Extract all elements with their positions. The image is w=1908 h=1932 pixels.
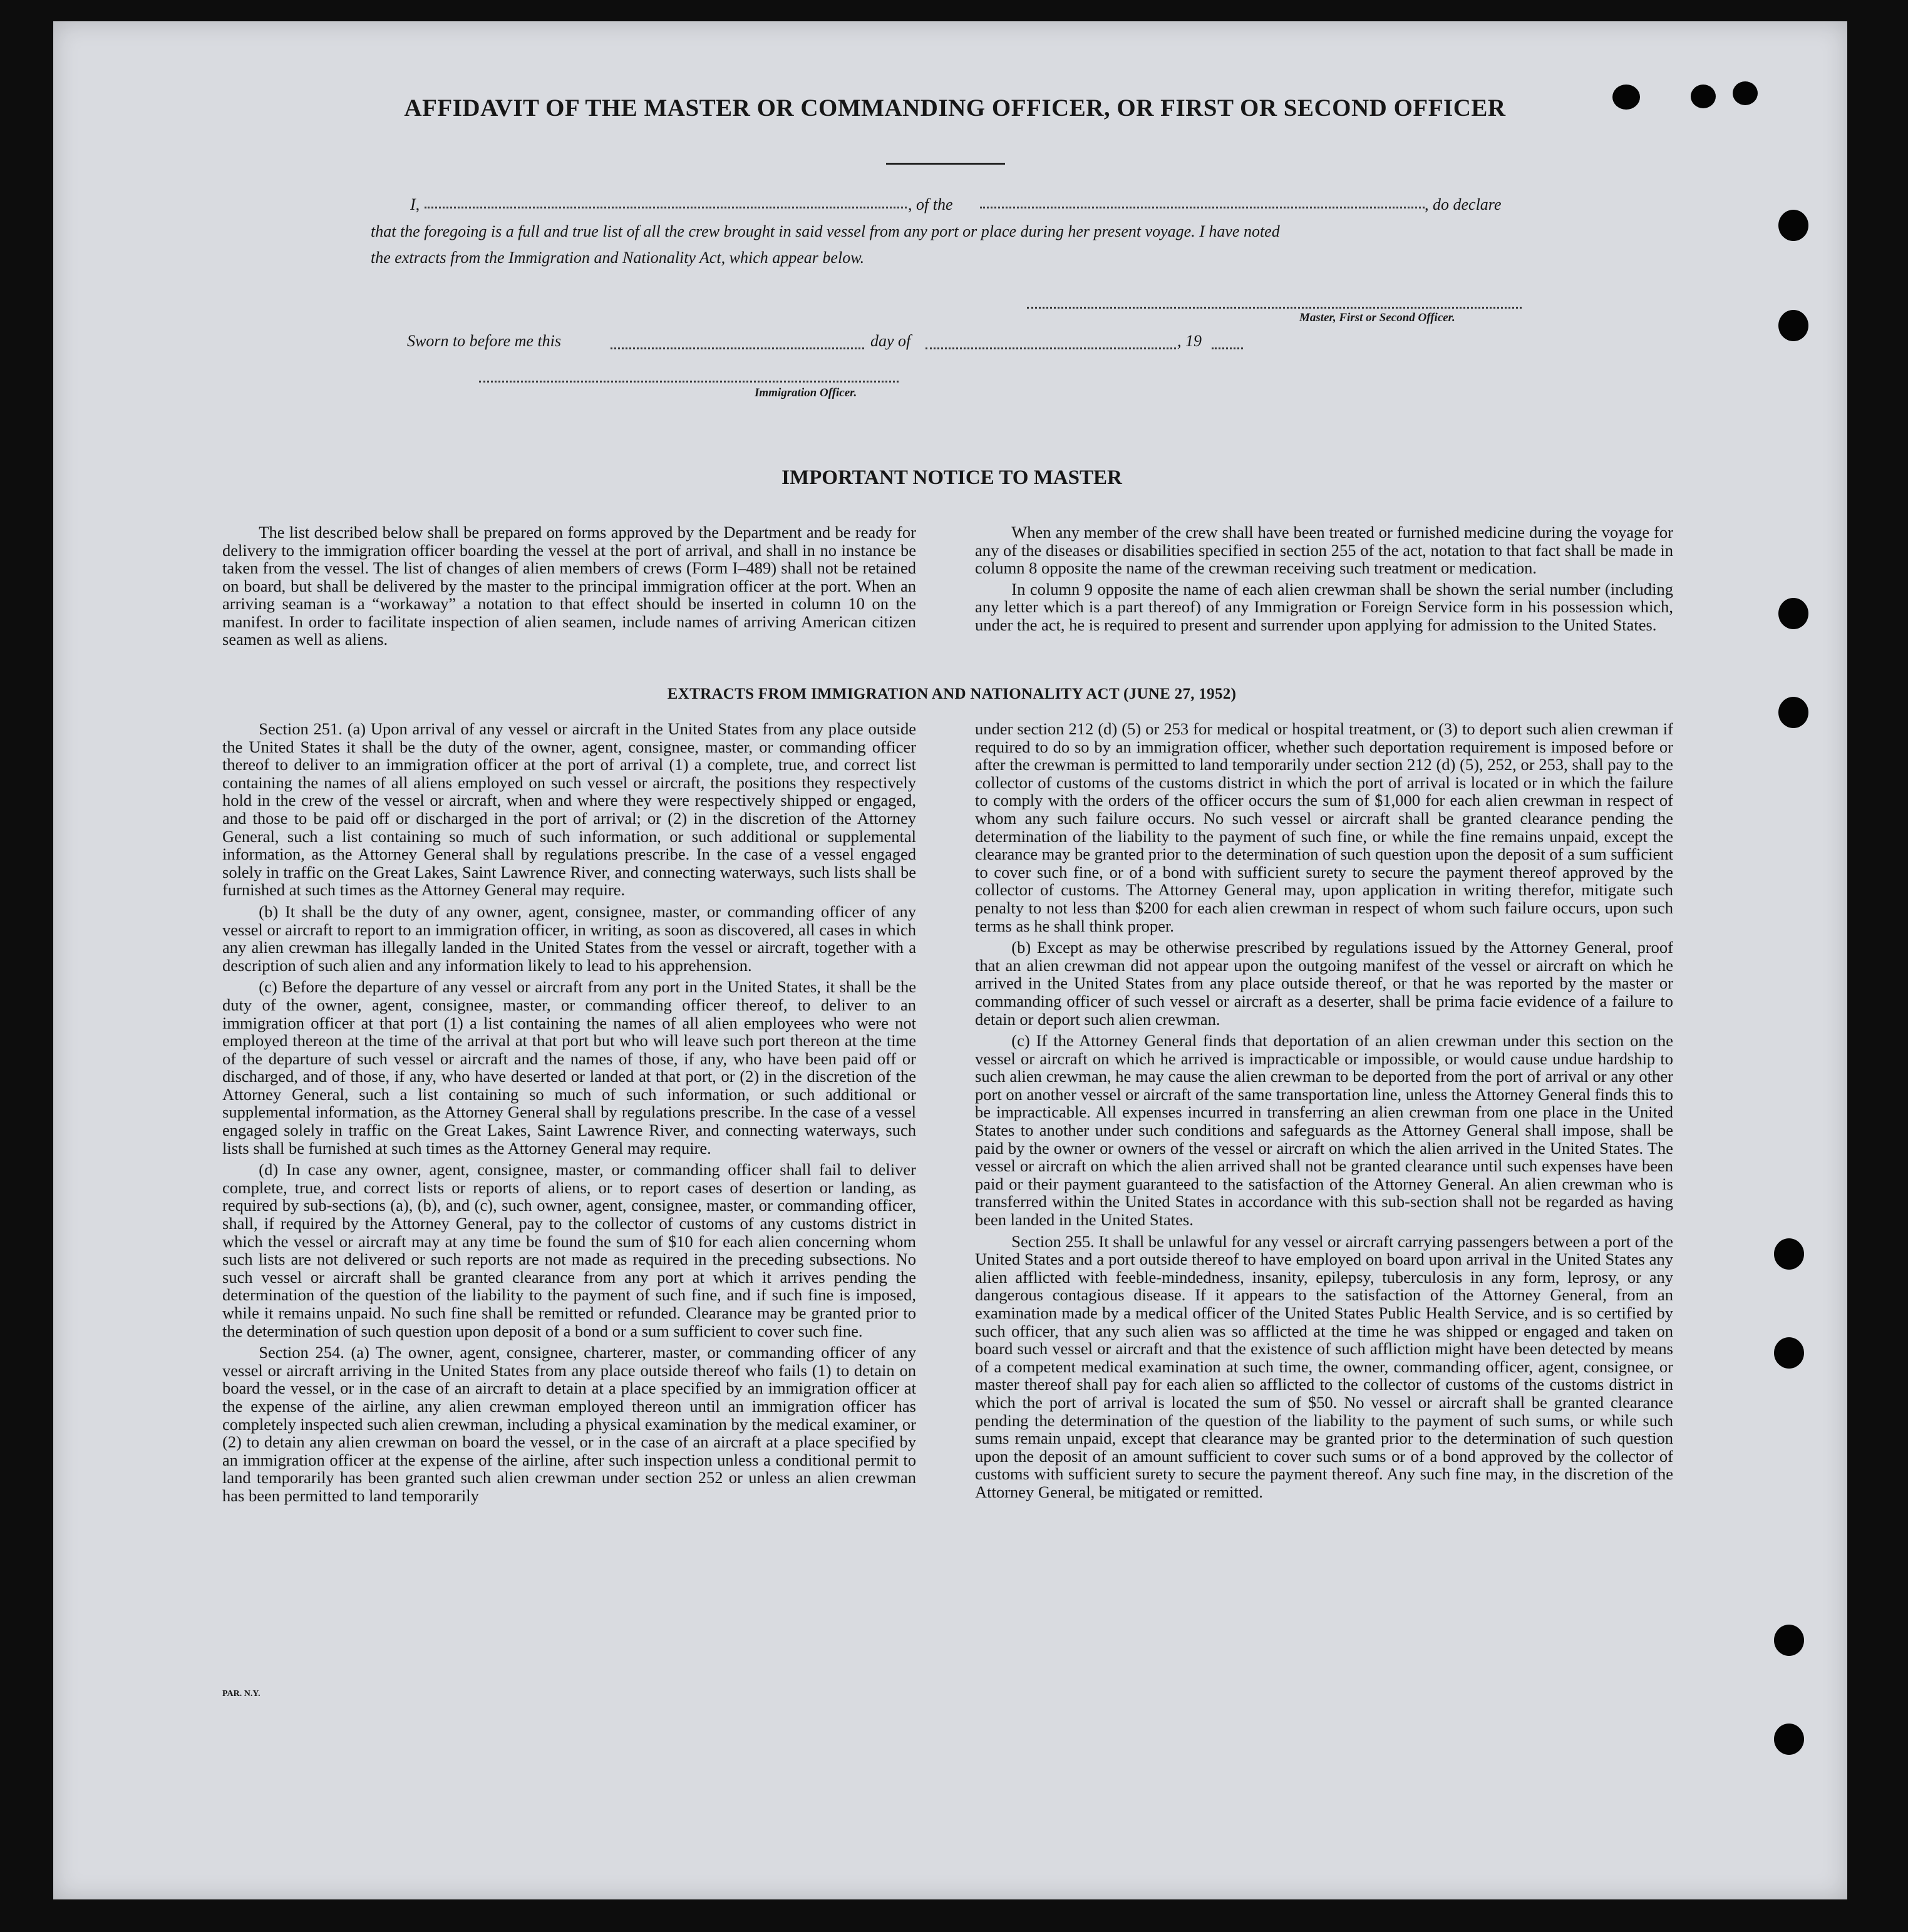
affidavit-i-label: I,	[410, 195, 420, 213]
extracts-right-column	[975, 720, 1673, 1505]
section-255: Section 255. It shall be unlawful for any vessel or aircraft carrying passengers between a port of the United States and a port outside thereof to have employed on board upon arrival in the United States any alien afflicted with feeble-mindedness, insanity, epilepsy, tuberculosis in any form, leprosy, or any dangerous contagious disease. If it appears to the satisfaction of the Attorney General, from an examination made by a medical officer of the United States Public Health Service, and is so certified by such officer, that any such alien was so afflicted at the time he was shipped or engaged and taken on board such vessel or aircraft and that the existence of such affliction might have been detected by means of a competent medical examination at such time, the owner, commanding officer, agent, consignee, or master thereof shall pay for each alien so afflicted to the collector of customs of the customs district in which the port of arrival is located the sum of $50. No vessel or aircraft shall be granted clearance pending the determination of the question of the liability to the payment of such sums, or while such sums remain unpaid, except that clearance may be granted prior to the determination of such question upon the deposit of an amount sufficient to cover such sums or of a bond approved by the collector of customs with sufficient surety to secure the payment thereof. Any such fine may, in the discretion of the Attorney General, be mitigated or remitted.	[975, 1231, 1673, 1501]
master-signature-line[interactable]	[1027, 307, 1522, 309]
section-254a-continued: under section 212 (d) (5) or 253 for medical or hospital treatment, or (3) to deport such alien crewman if required to do so by an immigration officer, whether such deportation requirement is imposed before or after the crewman is permitted to land temporarily under section 212 (d) (5), 252, or 253, shall pay to the collector of customs of the customs district in which the port of arrival is located or in which the failure to comply with the orders of the officer occurs the sum of $1,000 for each alien crewman in respect of whom any such failure occurs. No such vessel or aircraft shall be granted clearance pending the determination of the liability to the payment of such fine, or while the fine remains unpaid, except the clearance may be granted prior to the determination of such question upon the deposit of a sum sufficient to cover such fine, or of a bond with sufficient surety to secure the payment thereof approved by the collector of customs. The Attorney General may, upon application in writing therefor, mitigate such penalty to not less than $200 for each alien crewman in respect of whom such failure occurs, upon such terms as he shall think proper.	[975, 719, 1673, 935]
section-251a: Section 251. (a) Upon arrival of any vessel or aircraft in the United States from any place outside the United States it shall be the duty of the owner, agent, consignee, master, or commanding officer thereof to deliver to an immigration officer at the port of arrival (1) a complete, true, and correct list containing the names of all aliens employed on such vessel or aircraft, the positions they respectively hold in the crew of the vessel or aircraft, when and where they were respectively shipped or engaged, and those to be paid off or discharged in the port of arrival; or (2) in the discretion of the Attorney General, such a list containing so much of such information, or such additional or supplemental information, as the Attorney General shall by regulations prescribe. In the case of a vessel engaged solely in traffic on the Great Lakes, Saint Lawrence River, and connecting waterways, such lists shall be furnished at such times as the Attorney General may require.	[222, 719, 916, 900]
officer-signature-line[interactable]	[479, 381, 899, 383]
punch-hole	[1778, 210, 1808, 241]
punch-hole	[1778, 697, 1808, 728]
sworn-day-field[interactable]	[611, 347, 864, 349]
section-251c: (c) Before the departure of any vessel or aircraft from any port in the United States, it shall be the duty of the owner, agent, consignee, master, or commanding officer thereof, to deliver to an immigration officer at that port (1) a list containing the names of all alien employees who were not employed thereon at the time of the arrival at that port but who will leave such port thereon at the time of the departure of such vessel or aircraft and the names of those, if any, who have been paid off or discharged, and of those, if any, who have deserted or landed at that port, or (2) in the discretion of the Attorney General, such a list containing so much of such information, or such additional or supplemental information, as the Attorney General shall by regulations prescribe. In the case of a vessel engaged solely in traffic on the Great Lakes, Saint Lawrence River, and connecting waterways, such lists shall be furnished at such times as the Attorney General may require.	[222, 977, 916, 1158]
section-254a: Section 254. (a) The owner, agent, consignee, charterer, master, or commanding officer of any vessel or aircraft arriving in the United States from any place outside thereof who fails (1) to detain on board the vessel, or in the case of an aircraft to detain at a place specified by an immigration officer at the expense of the airline, any alien crewman employed thereon until an immigration officer has completely inspected such alien crewman, including a physical examination by the medical examiner, or (2) to detain any alien crewman on board the vessel, or in the case of an aircraft at a place specified by an immigration officer at the expense of the airline, after such inspection unless a conditional permit to land temporarily has been granted such alien crewman under section 252 or unless an alien crewman has been permitted to land temporarily	[222, 1343, 916, 1505]
punch-hole	[1774, 1238, 1804, 1270]
punch-hole	[1778, 310, 1808, 341]
sworn-month-field[interactable]	[926, 347, 1176, 349]
punch-hole	[1691, 85, 1716, 108]
affidavit-text-line: the extracts from the Immigration and Nationality Act, which appear below.	[371, 249, 865, 267]
sworn-label: Sworn to before me this	[407, 332, 562, 350]
name-field[interactable]	[425, 207, 907, 208]
section-251d: (d) In case any owner, agent, consignee, master, or commanding officer shall fail to deliver complete, true, and correct lists or reports of aliens, or to report cases of desertion or landing, as required by sub-sections (a), (b), and (c), such owner, agent, consignee, master, or commanding officer, shall, if required by the Attorney General, pay to the collector of customs of any customs district in which the vessel or aircraft may at any time be found the sum of $10 for each alien concerning whom such lists are not delivered or such reports are not made as required in the preceding subsections. No such vessel or aircraft shall be granted clearance from any port at which it arrives pending the determination of the question of the liability to the payment of such fine, and if such fine is imposed, while it remains unpaid. No such fine shall be remitted or refunded. Clearance may be granted prior to the determination of such question upon deposit of a bond or a sum sufficient to cover such fine.	[222, 1160, 916, 1340]
vessel-field[interactable]	[980, 207, 1425, 208]
notice-paragraph: When any member of the crew shall have been treated or furnished medicine during the voyage for any of the diseases or disabilities specified in section 255 of the act, notation to that fact shall be made in column 8 opposite the name of the crewman receiving such treatment or medication.	[975, 523, 1673, 577]
year-label: , 19	[1177, 332, 1202, 350]
punch-hole	[1733, 81, 1758, 105]
title-divider	[886, 163, 1005, 165]
printer-mark: PAR. N.Y.	[222, 1689, 260, 1698]
notice-title: IMPORTANT NOTICE TO MASTER	[781, 466, 1122, 489]
notice-right-column	[975, 523, 1673, 634]
extracts-left-column	[222, 720, 916, 1509]
section-251b: (b) It shall be the duty of any owner, agent, consignee, master, or commanding officer of any vessel or aircraft to report to an immigration officer, in writing, as soon as discovered, all cases in which any alien crewman has illegally landed in the United States from the vessel or aircraft, together with a description of such alien and any information likely to lead to his apprehension.	[222, 902, 916, 975]
section-254b: (b) Except as may be otherwise prescribed by regulations issued by the Attorney General, proof that an alien crewman did not appear upon the outgoing manifest of the vessel or aircraft on which he arrived in the United States from any place outside thereof, or that he was reported by the master or commanding officer of such vessel or aircraft as a deserter, shall be prima facie evidence of a failure to detain or deport such alien crewman.	[975, 938, 1673, 1029]
extracts-title: EXTRACTS FROM IMMIGRATION AND NATIONALITY ACT (JUNE 27, 1952)	[667, 686, 1237, 702]
notice-paragraph: In column 9 opposite the name of each alien crewman shall be shown the serial number (including any letter which is a part thereof) of any Immigration or Foreign Service form in his possession which, under the act, he is required to present and surrender upon applying for admission to the United States.	[975, 579, 1673, 634]
punch-hole	[1612, 85, 1640, 110]
punch-hole	[1778, 598, 1808, 629]
master-signature-caption: Master, First or Second Officer.	[1299, 311, 1455, 324]
day-of-label: day of	[870, 332, 911, 350]
affidavit-text-line: that the foregoing is a full and true list of all the crew brought in said vessel from any port or place during her present voyage. I have noted	[371, 222, 1280, 240]
notice-left-paragraph	[222, 523, 916, 649]
section-254c: (c) If the Attorney General finds that deportation of an alien crewman under this section on the vessel or aircraft on which he arrived is impracticable or impossible, or would cause undue hardship to such alien crewman, he may cause the alien crewman to be deported from the port of arrival or any other port on another vessel or aircraft of the same transportation line, unless the Attorney General finds this to be impracticable. All expenses incurred in transferring an alien crewman from one place in the United States to another under such conditions and safeguards as the Attorney General shall impose, shall be paid by the owner or owners of the vessel or aircraft on which the alien arrived in the United States. The vessel or aircraft on which the alien arrived shall not be granted clearance until such expenses have been paid or their payment guaranteed to the satisfaction of the Attorney General. An alien crewman who is transferred within the United States in accordance with this sub-section shall not be regarded as having been landed in the United States.	[975, 1031, 1673, 1230]
punch-hole	[1774, 1337, 1804, 1369]
notice-paragraph: The list described below shall be prepared on forms approved by the Department and be ready for delivery to the immigration officer boarding the vessel at the port of arrival, and shall in no instance be taken from the vessel. The list of changes of alien members of crews (Form I–489) shall not be retained on board, but shall be delivered by the master to the principal immigration officer at the port. When an arriving seaman is a “workaway” a notation to that effect should be inserted in column 10 on the manifest. In order to facilitate inspection of alien seamen, include names of arriving American citizen seamen as well as aliens.	[222, 523, 916, 649]
sworn-year-field[interactable]	[1212, 347, 1243, 349]
do-declare-label: , do declare	[1425, 195, 1502, 213]
officer-signature-caption: Immigration Officer.	[755, 386, 857, 399]
punch-hole	[1774, 1724, 1804, 1755]
punch-hole	[1774, 1625, 1804, 1656]
of-the-label: , of the	[908, 195, 953, 213]
affidavit-title: AFFIDAVIT OF THE MASTER OR COMMANDING OFFICER, OR FIRST OR SECOND OFFICER	[404, 95, 1506, 121]
